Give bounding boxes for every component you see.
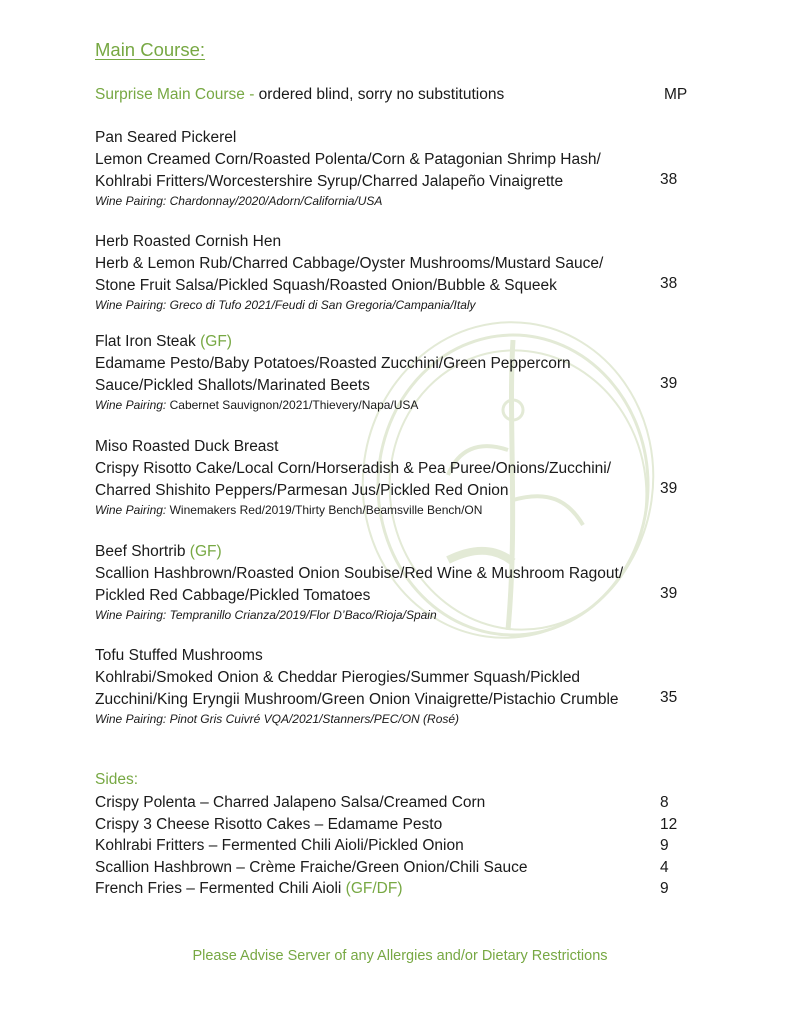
dish-description-line: Lemon Creamed Corn/Roasted Polenta/Corn & Patagonian Shrimp Hash/: [95, 151, 601, 168]
side-item: French Fries – Fermented Chili Aioli (GF/DF) 9: [95, 878, 695, 900]
dish-description-line: Zucchini/King Eryngii Mushroom/Green Onion Vinaigrette/Pistachio Crumble: [95, 690, 619, 708]
side-price: 9: [660, 880, 669, 897]
dish-item: [95, 436, 678, 519]
dish-description-line: Herb & Lemon Rub/Charred Cabbage/Oyster Mushrooms/Mustard Sauce/: [95, 255, 604, 272]
side-price: 9: [660, 837, 669, 854]
sides-list: [95, 792, 695, 900]
allergy-notice: Please Advise Server of any Allergies and/or Dietary Restrictions: [192, 948, 608, 964]
dish-description-line: Crispy Risotto Cake/Local Corn/Horseradish & Pea Puree/Onions/Zucchini/: [95, 460, 612, 477]
dish-item: [95, 331, 678, 414]
dish-name: Pan Seared Pickerel: [95, 129, 237, 146]
dish-description-line: Stone Fruit Salsa/Pickled Squash/Roasted Onion/Bubble & Squeek: [95, 276, 557, 294]
side-item: Scallion Hashbrown – Crème Fraiche/Green Onion/Chili Sauce 4: [95, 857, 695, 879]
dish-price: 39: [660, 585, 678, 602]
surprise-price: MP: [664, 86, 688, 103]
wine-pairing: Wine Pairing: Tempranillo Crianza/2019/Flor D’Baco/Rioja/Spain: [95, 608, 437, 622]
dish-description-line: Charred Shishito Peppers/Parmesan Jus/Pickled Red Onion: [95, 481, 509, 499]
side-price: 8: [660, 794, 669, 811]
wine-pairing: Wine Pairing: Cabernet Sauvignon/2021/Thievery/Napa/USA: [95, 398, 419, 412]
dish-description-line: Edamame Pesto/Baby Potatoes/Roasted Zucchini/Green Peppercorn: [95, 355, 571, 372]
dish-name: Flat Iron Steak (GF): [95, 333, 232, 350]
dish-name: Herb Roasted Cornish Hen: [95, 233, 282, 250]
dish-description-line: Pickled Red Cabbage/Pickled Tomatoes: [95, 586, 371, 604]
dish-name: Miso Roasted Duck Breast: [95, 438, 279, 455]
sides-heading: Sides:: [95, 771, 139, 788]
surprise-description: ordered blind, sorry no substitutions: [258, 86, 505, 103]
side-item: Kohlrabi Fritters – Fermented Chili Aioli/Pickled Onion 9: [95, 835, 695, 857]
wine-pairing: Wine Pairing: Chardonnay/2020/Adorn/California/USA: [95, 194, 383, 208]
wine-pairing: Wine Pairing: Pinot Gris Cuivré VQA/2021/Stanners/PEC/ON (Rosé): [95, 712, 460, 726]
dish-description-line: Kohlrabi Fritters/Worcestershire Syrup/Charred Jalapeño Vinaigrette: [95, 172, 564, 190]
side-price: 4: [660, 858, 669, 876]
dish-price: 38: [660, 275, 678, 292]
surprise-label: Surprise Main Course -: [95, 86, 259, 103]
dish-name: Beef Shortrib (GF): [95, 543, 222, 560]
surprise-course: [95, 86, 504, 104]
side-price: 12: [660, 815, 678, 833]
dish-item: [95, 231, 678, 314]
side-item: Crispy 3 Cheese Risotto Cakes – Edamame Pesto 12: [95, 814, 695, 836]
dish-name: Tofu Stuffed Mushrooms: [95, 647, 263, 664]
dish-description-line: Scallion Hashbrown/Roasted Onion Soubise/Red Wine & Mushroom Ragout/: [95, 565, 624, 582]
dish-item: [95, 541, 678, 624]
side-item: Crispy Polenta – Charred Jalapeno Salsa/Creamed Corn 8: [95, 792, 695, 814]
dish-price: 39: [660, 480, 678, 497]
dish-item: [95, 645, 678, 728]
dish-item: [95, 127, 678, 210]
dish-description-line: Kohlrabi/Smoked Onion & Cheddar Pierogies/Summer Squash/Pickled: [95, 669, 581, 686]
menu-heading: Main Course:: [95, 39, 206, 60]
wine-pairing: Wine Pairing: Greco di Tufo 2021/Feudi di San Gregoria/Campania/Italy: [95, 298, 476, 312]
dish-price: 38: [660, 171, 678, 188]
dish-price: 39: [660, 375, 678, 392]
dish-price: 35: [660, 689, 678, 706]
wine-pairing: Wine Pairing: Winemakers Red/2019/Thirty Bench/Beamsville Bench/ON: [95, 503, 483, 517]
dish-description-line: Sauce/Pickled Shallots/Marinated Beets: [95, 376, 370, 394]
